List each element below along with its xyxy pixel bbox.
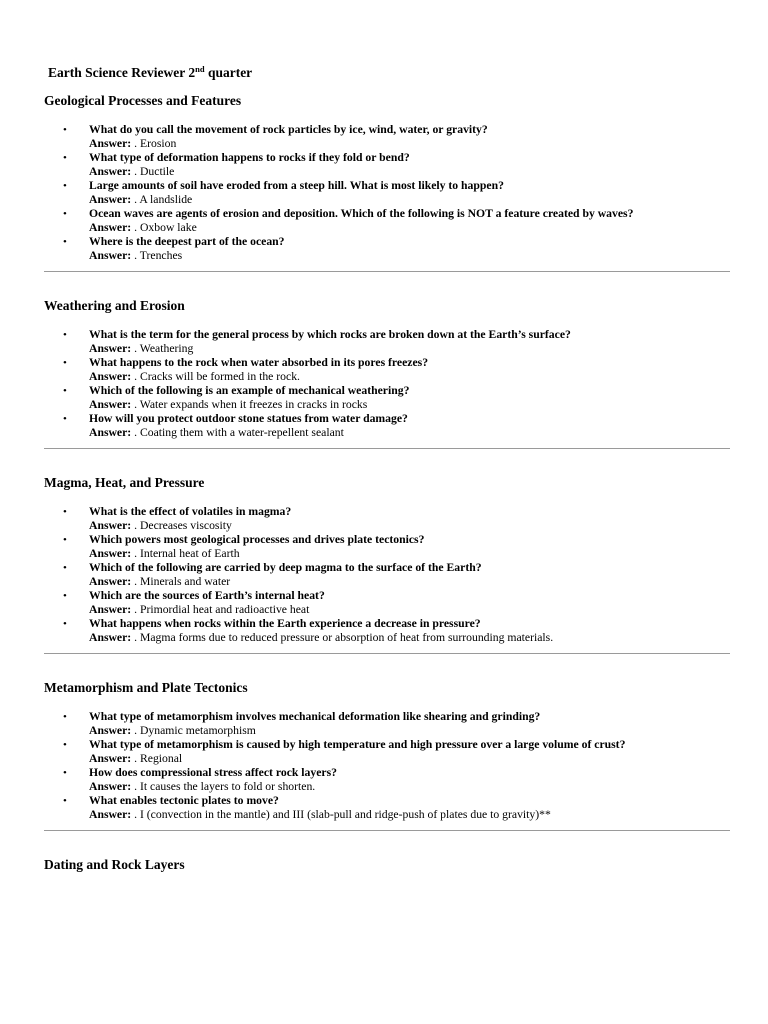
document-title bbox=[48, 64, 730, 82]
question-text: What happens when rocks within the Earth experience a decrease in pressure? bbox=[89, 617, 481, 630]
answer-text: . Erosion bbox=[134, 137, 177, 150]
question-text: What enables tectonic plates to move? bbox=[89, 794, 279, 807]
answer-text: . Coating them with a water-repellent sealant bbox=[134, 426, 344, 439]
section-heading: Metamorphism and Plate Tectonics bbox=[44, 680, 248, 695]
bullet-icon: • bbox=[63, 590, 67, 602]
answer-label: Answer: bbox=[89, 137, 132, 150]
question-text: What is the term for the general process by which rocks are broken down at the Earth’s surface? bbox=[89, 328, 571, 341]
answer-text: . Water expands when it freezes in cracks in rocks bbox=[134, 398, 368, 411]
answer-text: . Trenches bbox=[134, 249, 183, 262]
answer-line bbox=[89, 193, 730, 207]
answer-line bbox=[89, 724, 730, 738]
bullet-icon: • bbox=[63, 618, 67, 630]
answer-line bbox=[89, 137, 730, 151]
list-item bbox=[44, 766, 730, 794]
list-item bbox=[44, 179, 730, 207]
section-heading: Geological Processes and Features bbox=[44, 93, 242, 108]
section-heading: Dating and Rock Layers bbox=[44, 857, 185, 872]
bullet-icon: • bbox=[63, 795, 67, 807]
answer-line bbox=[89, 631, 730, 645]
question-text: What do you call the movement of rock particles by ice, wind, water, or gravity? bbox=[89, 123, 488, 136]
answer-line bbox=[89, 370, 730, 384]
answer-text: . A landslide bbox=[134, 193, 193, 206]
answer-text: . Decreases viscosity bbox=[134, 519, 232, 532]
bullet-icon: • bbox=[63, 124, 67, 136]
answer-label: Answer: bbox=[89, 519, 132, 532]
question-list bbox=[44, 123, 730, 263]
section-heading: Magma, Heat, and Pressure bbox=[44, 475, 205, 490]
answer-text: . Dynamic metamorphism bbox=[134, 724, 256, 737]
answer-line bbox=[89, 547, 730, 561]
answer-label: Answer: bbox=[89, 165, 132, 178]
bullet-icon: • bbox=[63, 385, 67, 397]
answer-line bbox=[89, 752, 730, 766]
bullet-icon: • bbox=[63, 208, 67, 220]
answer-text: . Primordial heat and radioactive heat bbox=[134, 603, 310, 616]
bullet-icon: • bbox=[63, 329, 67, 341]
answer-label: Answer: bbox=[89, 631, 132, 644]
answer-label: Answer: bbox=[89, 221, 132, 234]
list-item bbox=[44, 412, 730, 440]
bullet-icon: • bbox=[63, 413, 67, 425]
answer-label: Answer: bbox=[89, 780, 132, 793]
answer-text: . Cracks will be formed in the rock. bbox=[134, 370, 300, 383]
question-text: Which are the sources of Earth’s internal heat? bbox=[89, 589, 325, 602]
list-item bbox=[44, 589, 730, 617]
question-text: Which of the following are carried by deep magma to the surface of the Earth? bbox=[89, 561, 482, 574]
question-text: What type of metamorphism involves mechanical deformation like shearing and grinding? bbox=[89, 710, 541, 723]
question-list bbox=[44, 710, 730, 822]
title-suffix: quarter bbox=[204, 65, 253, 80]
question-list bbox=[44, 328, 730, 440]
question-list bbox=[44, 505, 730, 645]
list-item bbox=[44, 384, 730, 412]
answer-text: . I (convection in the mantle) and III (slab-pull and ridge-push of plates due to gravity)** bbox=[134, 808, 551, 821]
question-text: What happens to the rock when water absorbed in its pores freezes? bbox=[89, 356, 429, 369]
answer-text: . Magma forms due to reduced pressure or absorption of heat from surrounding materials. bbox=[134, 631, 554, 644]
answer-label: Answer: bbox=[89, 808, 132, 821]
answer-line bbox=[89, 398, 730, 412]
answer-label: Answer: bbox=[89, 724, 132, 737]
answer-label: Answer: bbox=[89, 575, 132, 588]
list-item bbox=[44, 235, 730, 263]
list-item bbox=[44, 617, 730, 645]
answer-line bbox=[89, 426, 730, 440]
bullet-icon: • bbox=[63, 236, 67, 248]
answer-text: . Ductile bbox=[134, 165, 175, 178]
bullet-icon: • bbox=[63, 180, 67, 192]
list-item bbox=[44, 710, 730, 738]
list-item bbox=[44, 561, 730, 589]
answer-line bbox=[89, 165, 730, 179]
answer-label: Answer: bbox=[89, 547, 132, 560]
section-heading: Weathering and Erosion bbox=[44, 298, 185, 313]
answer-label: Answer: bbox=[89, 193, 132, 206]
bullet-icon: • bbox=[63, 534, 67, 546]
answer-label: Answer: bbox=[89, 249, 132, 262]
answer-label: Answer: bbox=[89, 426, 132, 439]
answer-label: Answer: bbox=[89, 603, 132, 616]
title-text: Earth Science Reviewer 2 bbox=[48, 65, 196, 80]
question-text: How will you protect outdoor stone statues from water damage? bbox=[89, 412, 408, 425]
answer-line bbox=[89, 221, 730, 235]
list-item bbox=[44, 207, 730, 235]
document-page bbox=[44, 64, 730, 874]
list-item bbox=[44, 328, 730, 356]
answer-text: . Internal heat of Earth bbox=[134, 547, 240, 560]
answer-label: Answer: bbox=[89, 752, 132, 765]
answer-text: . It causes the layers to fold or shorten. bbox=[134, 780, 316, 793]
list-item bbox=[44, 151, 730, 179]
bullet-icon: • bbox=[63, 767, 67, 779]
question-text: Which powers most geological processes and drives plate tectonics? bbox=[89, 533, 425, 546]
answer-label: Answer: bbox=[89, 398, 132, 411]
question-text: Large amounts of soil have eroded from a steep hill. What is most likely to happen? bbox=[89, 179, 504, 192]
question-text: What type of metamorphism is caused by high temperature and high pressure over a large volume of crust? bbox=[89, 738, 626, 751]
answer-text: . Minerals and water bbox=[134, 575, 231, 588]
list-item bbox=[44, 505, 730, 533]
answer-line bbox=[89, 342, 730, 356]
answer-text: . Regional bbox=[134, 752, 183, 765]
bullet-icon: • bbox=[63, 739, 67, 751]
answer-line bbox=[89, 249, 730, 263]
question-text: Ocean waves are agents of erosion and deposition. Which of the following is NOT a feature created by waves? bbox=[89, 207, 634, 220]
answer-text: . Oxbow lake bbox=[134, 221, 197, 234]
answer-label: Answer: bbox=[89, 342, 132, 355]
bullet-icon: • bbox=[63, 562, 67, 574]
question-text: Which of the following is an example of mechanical weathering? bbox=[89, 384, 410, 397]
sections-container bbox=[44, 92, 730, 874]
bullet-icon: • bbox=[63, 711, 67, 723]
list-item bbox=[44, 533, 730, 561]
question-text: How does compressional stress affect rock layers? bbox=[89, 766, 337, 779]
answer-text: . Weathering bbox=[134, 342, 194, 355]
bullet-icon: • bbox=[63, 152, 67, 164]
list-item bbox=[44, 794, 730, 822]
bullet-icon: • bbox=[63, 506, 67, 518]
question-text: What type of deformation happens to rocks if they fold or bend? bbox=[89, 151, 410, 164]
answer-label: Answer: bbox=[89, 370, 132, 383]
answer-line bbox=[89, 603, 730, 617]
answer-line bbox=[89, 780, 730, 794]
bullet-icon: • bbox=[63, 357, 67, 369]
list-item bbox=[44, 738, 730, 766]
answer-line bbox=[89, 808, 730, 822]
answer-line bbox=[89, 519, 730, 533]
title-superscript: nd bbox=[195, 64, 205, 74]
list-item bbox=[44, 123, 730, 151]
question-text: Where is the deepest part of the ocean? bbox=[89, 235, 285, 248]
list-item bbox=[44, 356, 730, 384]
question-text: What is the effect of volatiles in magma? bbox=[89, 505, 292, 518]
answer-line bbox=[89, 575, 730, 589]
